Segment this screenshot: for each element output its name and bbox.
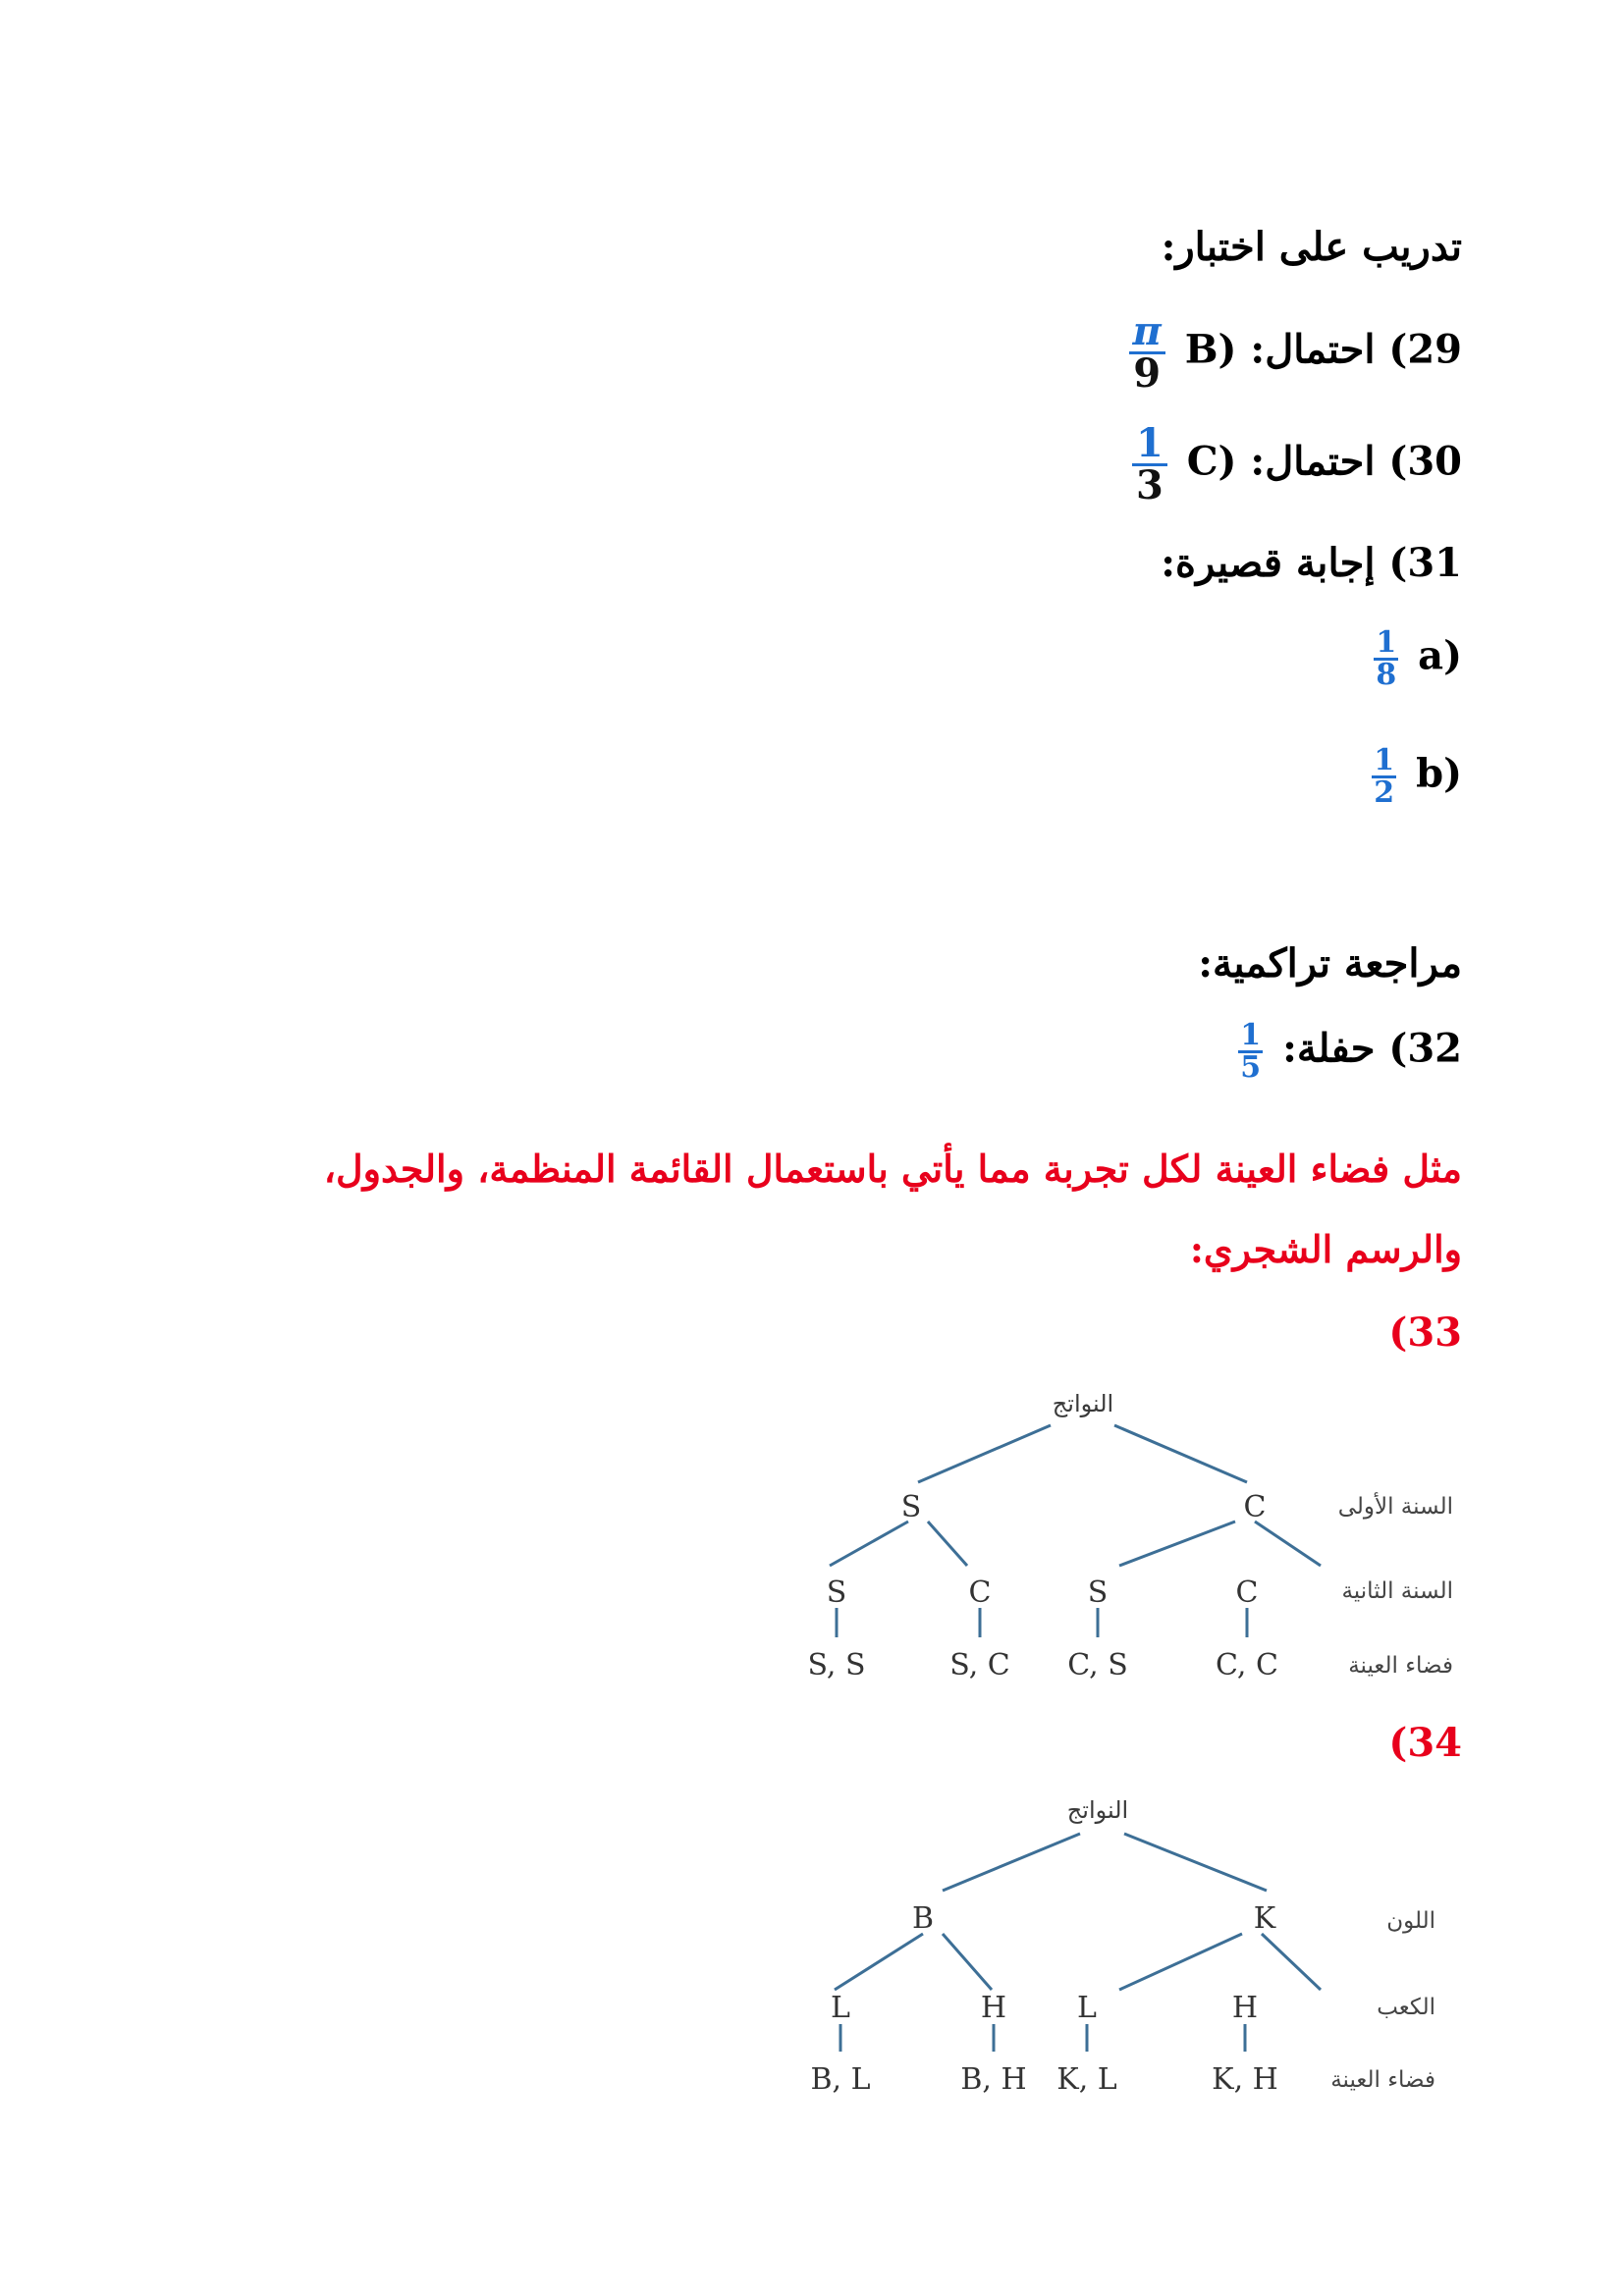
q31a-choice: a) bbox=[1418, 632, 1462, 679]
tree34-level1-node: B bbox=[911, 1901, 935, 1936]
tree34-branch-k-h bbox=[1262, 1934, 1321, 1990]
instruction-line-2: والرسم الشجري: bbox=[1189, 1227, 1462, 1271]
tree34-level2-node: L bbox=[1077, 1991, 1097, 2025]
question-32 bbox=[1232, 1018, 1462, 1085]
tree33-row-label: السنة الثانية bbox=[1341, 1578, 1453, 1604]
tree34-outcome: B, L bbox=[810, 2062, 871, 2097]
tree34-branch-b-l bbox=[835, 1934, 923, 1990]
tree33-level1-node: S bbox=[900, 1490, 922, 1524]
q29-label: 29) احتمال: bbox=[1250, 326, 1462, 373]
tree34-row-label: فضاء العينة bbox=[1330, 2067, 1435, 2093]
q30-choice: C) bbox=[1186, 438, 1237, 485]
q32-denominator: 5 bbox=[1240, 1050, 1262, 1085]
q32-fraction bbox=[1238, 1018, 1263, 1085]
tree34-outcome: K, H bbox=[1212, 2062, 1278, 2097]
q31b-choice: b) bbox=[1416, 750, 1462, 797]
tree34-level2-node: H bbox=[1231, 1991, 1259, 2025]
question-34-label: 34) bbox=[1388, 1720, 1462, 1766]
q29-choice: B) bbox=[1184, 326, 1237, 373]
tree34-branch-root-k bbox=[1124, 1834, 1267, 1891]
tree33-root: النواتج bbox=[1052, 1390, 1114, 1417]
tree34-level1-node: K bbox=[1253, 1901, 1276, 1936]
question-31: 31) إجابة قصيرة: bbox=[1161, 540, 1462, 586]
tree34-branch-k-l bbox=[1119, 1934, 1242, 1990]
q29-fraction bbox=[1129, 308, 1165, 397]
q32-numerator: 1 bbox=[1240, 1018, 1262, 1052]
q29-denominator: 9 bbox=[1133, 350, 1162, 397]
tree34-branch-b-h bbox=[943, 1934, 992, 1990]
tree33-outcome: C, S bbox=[1067, 1648, 1128, 1682]
tree33-branch-c-c bbox=[1255, 1522, 1321, 1566]
tree33-level2-node: C bbox=[968, 1575, 992, 1610]
tree33-branch-c-s bbox=[1119, 1522, 1235, 1566]
tree33-level2-node: S bbox=[826, 1575, 847, 1610]
instruction-line-1: مثل فضاء العينة لكل تجربة مما يأتي باستعمال القائمة المنظمة، والجدول، bbox=[323, 1147, 1462, 1191]
tree33-branch-s-c bbox=[928, 1522, 967, 1566]
q31-part-a bbox=[1368, 625, 1462, 692]
tree33-outcome: S, C bbox=[949, 1648, 1010, 1682]
tree34-outcome: K, L bbox=[1056, 2062, 1117, 2097]
q30-fraction bbox=[1132, 420, 1167, 508]
q31a-fraction bbox=[1374, 625, 1398, 692]
q30-denominator: 3 bbox=[1135, 462, 1164, 508]
q30-label: 30) احتمال: bbox=[1250, 438, 1462, 485]
tree34-root: النواتج bbox=[1066, 1796, 1129, 1824]
tree33-level2-node: C bbox=[1235, 1575, 1259, 1610]
cumulative-review-heading: مراجعة تراكمية: bbox=[1198, 940, 1462, 987]
tree33-row-label: السنة الأولى bbox=[1337, 1494, 1453, 1520]
tree33-branch-root-c bbox=[1114, 1425, 1247, 1482]
q31b-numerator: 1 bbox=[1374, 743, 1395, 777]
tree34-row-label: الكعب bbox=[1377, 1995, 1435, 2020]
tree34-branch-root-b bbox=[943, 1834, 1080, 1891]
question-33-label: 33) bbox=[1388, 1309, 1462, 1356]
test-practice-heading: تدريب على اختبار: bbox=[1161, 224, 1462, 270]
question-29 bbox=[1123, 308, 1462, 397]
q31b-denominator: 2 bbox=[1374, 775, 1395, 810]
tree33-outcome: C, C bbox=[1216, 1648, 1278, 1682]
tree33-branch-s-s bbox=[830, 1522, 908, 1566]
tree33-outcome: S, S bbox=[807, 1648, 866, 1682]
tree34-level2-node: H bbox=[980, 1991, 1007, 2025]
q31a-numerator: 1 bbox=[1376, 625, 1397, 660]
tree33-level1-node: C bbox=[1243, 1490, 1267, 1524]
q30-numerator: 1 bbox=[1132, 424, 1167, 466]
q32-label: 32) حفلة: bbox=[1282, 1025, 1462, 1072]
tree34-row-label: اللون bbox=[1386, 1908, 1435, 1934]
q29-numerator: π bbox=[1129, 312, 1165, 354]
question-30 bbox=[1126, 420, 1462, 508]
q31-part-b bbox=[1366, 743, 1462, 810]
tree-diagram-33 bbox=[785, 1384, 1463, 1708]
tree33-row-label: فضاء العينة bbox=[1348, 1653, 1453, 1679]
tree-diagram-34 bbox=[785, 1789, 1463, 2112]
tree33-branch-root-s bbox=[918, 1425, 1051, 1482]
tree33-level2-node: S bbox=[1087, 1575, 1109, 1610]
tree34-outcome: B, H bbox=[960, 2062, 1027, 2097]
tree34-level2-node: L bbox=[831, 1991, 850, 2025]
q31b-fraction bbox=[1372, 743, 1396, 810]
q31a-denominator: 8 bbox=[1376, 658, 1397, 692]
